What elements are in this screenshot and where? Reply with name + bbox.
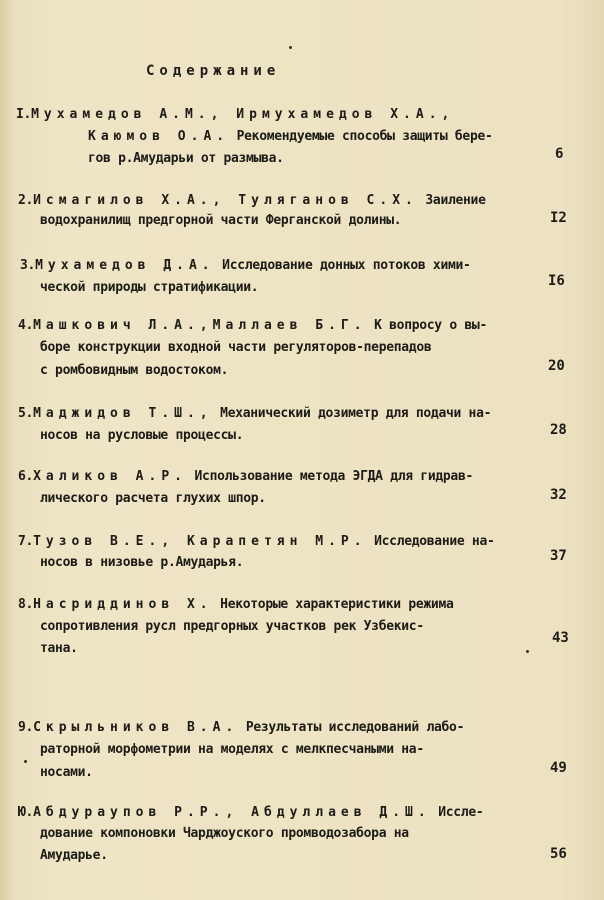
entry-authors: Исмагилов Х.А., Туляганов С.Х. — [33, 193, 418, 208]
ink-speck — [289, 46, 292, 49]
entry-title: К вопросу о вы- — [366, 318, 487, 333]
entry-number: I. — [16, 107, 32, 122]
entry-title-continued: боре конструкции входной части регуляторов-перепадов — [40, 340, 432, 355]
entry-authors: Машкович Л.А.,Маллаев Б.Г. — [33, 318, 367, 333]
toc-entry-8-line-2 — [40, 619, 424, 635]
entry-title-continued: носов в низовье р.Амударья. — [40, 555, 244, 570]
toc-entry-9-line-3 — [40, 765, 93, 781]
entry-number: 3. — [20, 258, 36, 273]
entry-title: Исследование донных потоков хими- — [214, 258, 471, 273]
entry-number: 5. — [18, 406, 34, 421]
toc-entry-8-line-1 — [18, 597, 454, 613]
toc-entry-5-line-1 — [18, 406, 491, 422]
toc-entry-7-page: 37 — [550, 548, 567, 564]
toc-entry-1-line-2 — [88, 129, 493, 145]
entry-title: Механический дозиметр для подачи на- — [212, 406, 492, 421]
toc-entry-5-line-2 — [40, 428, 243, 444]
toc-entry-8-page: 43 — [552, 630, 569, 646]
toc-entry-4-line-1 — [18, 318, 487, 334]
entry-title: Некоторые характеристики режима — [212, 597, 454, 612]
entry-authors: Тузов В.Е., Карапетян М.Р. — [33, 534, 367, 549]
toc-entry-6-page: 32 — [550, 487, 567, 503]
entry-title-continued: носов на русловые процессы. — [40, 428, 244, 443]
toc-entry-4-line-3 — [40, 363, 228, 379]
toc-entry-1-line-1 — [16, 107, 454, 123]
toc-entry-10-line-2 — [40, 826, 409, 842]
toc-entry-8-line-3 — [40, 641, 78, 657]
toc-entry-3-line-2 — [40, 280, 258, 296]
ink-speck — [526, 650, 529, 653]
entry-authors-continued: Каюмов О.А. — [88, 129, 230, 144]
entry-title-continued: тана. — [40, 641, 78, 656]
toc-entry-2-line-1 — [18, 193, 486, 209]
toc-entry-10-line-3 — [40, 848, 108, 864]
toc-entry-3-page: I6 — [548, 273, 565, 289]
entry-title-continued: с ромбовидным водостоком. — [40, 363, 229, 378]
entry-number: 8. — [18, 597, 34, 612]
entry-authors: Абдураупов Р.Р., Абдуллаев Д.Ш. — [33, 805, 431, 820]
entry-authors: Мухамедов А.М., Ирмухамедов Х.А., — [31, 107, 455, 122]
toc-entry-1-line-3 — [88, 151, 284, 167]
entry-title-continued: сопротивления русл предгорных участков рек Узбекис- — [40, 619, 424, 634]
entry-number: 9. — [18, 720, 34, 735]
entry-title-continued: ческой природы стратификации. — [40, 280, 259, 295]
entry-title: Результаты исследований лабо- — [238, 720, 465, 735]
entry-title: Заиление — [417, 193, 486, 208]
entry-authors: Скрыльников В.А. — [33, 720, 239, 735]
entry-title: Рекомендуемые способы защиты бере- — [229, 129, 493, 144]
entry-number: 4. — [18, 318, 34, 333]
entry-number: 6. — [18, 469, 34, 484]
entry-title-continued: водохранилищ предгорной части Ферганской долины. — [40, 213, 402, 228]
toc-entry-10-line-1 — [18, 805, 483, 821]
toc-entry-9-line-1 — [18, 720, 464, 736]
entry-number: 2. — [18, 193, 34, 208]
entry-authors: Мухамедов Д.А. — [35, 258, 215, 273]
toc-entry-9-line-2 — [40, 742, 424, 758]
entry-authors: Маджидов Т.Ш., — [33, 406, 213, 421]
entry-title: Иссле- — [430, 805, 484, 820]
toc-entry-4-page: 20 — [548, 358, 565, 374]
toc-entry-9-page: 49 — [550, 760, 567, 776]
toc-entry-4-line-2 — [40, 340, 431, 356]
entry-title-continued: Амударье. — [40, 848, 108, 863]
entry-title-continued: носами. — [40, 765, 93, 780]
page-title: Содержание — [146, 63, 281, 79]
toc-entry-2-page: I2 — [550, 210, 567, 226]
entry-number: 7. — [18, 534, 34, 549]
toc-entry-7-line-1 — [18, 534, 495, 550]
entry-title: Исследование на- — [366, 534, 495, 549]
ink-speck — [24, 760, 27, 763]
toc-entry-7-line-2 — [40, 555, 243, 571]
entry-authors: Халиков А.Р. — [33, 469, 187, 484]
toc-entry-1-page: 6 — [555, 146, 564, 162]
entry-title-continued: лического расчета глухих шпор. — [40, 491, 266, 506]
entry-number: Ю. — [18, 805, 34, 820]
toc-entry-6-line-1 — [18, 469, 473, 485]
toc-entry-2-line-2 — [40, 213, 401, 229]
entry-title: Использование метода ЭГДА для гидрав- — [186, 469, 473, 484]
toc-entry-5-page: 28 — [550, 422, 567, 438]
entry-title-continued: дование компоновки Чарджоуского промводозабора на — [40, 826, 409, 841]
entry-title-continued: гов р.Амударьи от размыва. — [88, 151, 284, 166]
entry-authors: Насриддинов Х. — [33, 597, 213, 612]
entry-title-continued: раторной морфометрии на моделях с мелкпесчаными на- — [40, 742, 424, 757]
toc-entry-10-page: 56 — [550, 846, 567, 862]
toc-entry-3-line-1 — [20, 258, 471, 274]
toc-entry-6-line-2 — [40, 491, 266, 507]
